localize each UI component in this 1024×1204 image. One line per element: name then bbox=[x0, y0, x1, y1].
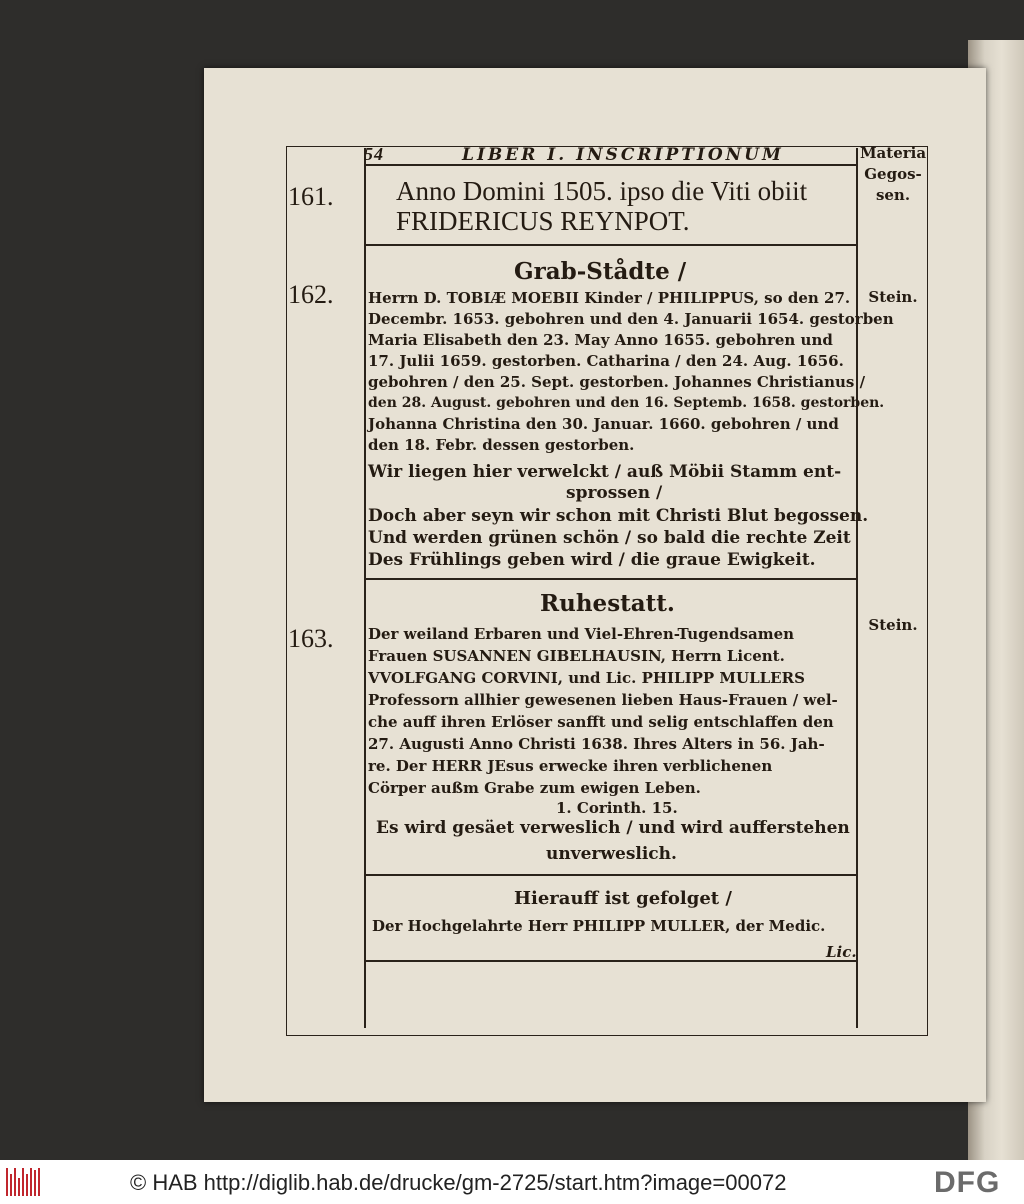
entry-162-line-3: Maria Elisabeth den 23. May Anno 1655. gebohren und bbox=[368, 331, 833, 349]
entry-164-heading: Hierauff ist gefolget / bbox=[514, 888, 732, 909]
entry-163-line-3: VVOLFGANG CORVINI, und Lic. PHILIPP MULLERS bbox=[368, 669, 805, 687]
catchword: Lic. bbox=[826, 943, 857, 961]
entry-163-line-5: che auff ihren Erlöser sanfft und selig entschlaffen den bbox=[368, 713, 834, 731]
running-title: LIBER I. INSCRIPTIONUM bbox=[462, 145, 784, 165]
entry-162-line-8: den 18. Febr. dessen gestorben. bbox=[368, 436, 635, 454]
entry-162-verse-4: Und werden grünen schön / so bald die rechte Zeit bbox=[368, 528, 851, 548]
entry-163-line-1: Der weiland Erbaren und Viel-Ehren-Tugendsamen bbox=[368, 625, 795, 643]
entry-163-verse-1: Es wird gesäet verweslich / und wird aufferstehen bbox=[376, 818, 850, 838]
text-column-left-rule bbox=[364, 148, 366, 1028]
entry-163-line-7: re. Der HERR JEsus erwecke ihren verblichenen bbox=[368, 757, 773, 775]
entry-162-line-4: 17. Julii 1659. gestorben. Catharina / den 24. Aug. 1656. bbox=[368, 352, 844, 370]
text-column-right-rule bbox=[856, 148, 858, 1028]
entry-163-verse-2: unverweslich. bbox=[546, 844, 677, 864]
entry-162-heading: Grab-Stådte / bbox=[514, 258, 687, 285]
margin-note-line-1: Materia bbox=[859, 144, 927, 162]
footer-bar bbox=[0, 1160, 1024, 1204]
copyright-caption: © HAB http://diglib.hab.de/drucke/gm-2725/start.htm?image=00072 bbox=[130, 1170, 787, 1195]
entry-161-line-2: FRIDERICUS REYNPOT. bbox=[396, 206, 690, 236]
rule-after-162 bbox=[364, 578, 856, 580]
entry-162-verse-2: sprossen / bbox=[566, 483, 663, 503]
entry-number-161: 161. bbox=[288, 182, 334, 211]
dfg-logo: DFG bbox=[934, 1166, 1001, 1199]
entry-162-line-6: den 28. August. gebohren und den 16. Septemb. 1658. gestorben. bbox=[368, 395, 885, 411]
entry-163-citation: 1. Corinth. 15. bbox=[556, 799, 678, 817]
entry-162-margin: Stein. bbox=[868, 288, 918, 306]
entry-162-verse-5: Des Frühlings geben wird / die graue Ewigkeit. bbox=[368, 550, 816, 570]
rule-after-163 bbox=[364, 874, 856, 876]
entry-163-heading: Ruhestatt. bbox=[540, 590, 675, 617]
entry-162-line-1: Herrn D. TOBIÆ MOEBII Kinder / PHILIPPUS, so den 27. bbox=[368, 289, 851, 307]
entry-162-verse-1: Wir liegen hier verwelckt / auß Möbii Stamm ent- bbox=[368, 462, 842, 482]
entry-number-162: 162. bbox=[288, 280, 334, 309]
bottom-rule bbox=[364, 960, 856, 962]
margin-note-line-2: Gegos- bbox=[864, 165, 922, 183]
entry-163-line-8: Cörper außm Grabe zum ewigen Leben. bbox=[368, 779, 701, 797]
entry-162-line-2: Decembr. 1653. gebohren und den 4. Januarii 1654. gestorben bbox=[368, 310, 894, 328]
entry-163-line-4: Professorn allhier gewesenen lieben Haus-Frauen / wel- bbox=[368, 691, 838, 709]
book-page bbox=[204, 68, 986, 1102]
margin-note-line-3: sen. bbox=[875, 186, 911, 204]
entry-163-margin: Stein. bbox=[868, 616, 918, 634]
entry-163-line-2: Frauen SUSANNEN GIBELHAUSIN, Herrn Licent. bbox=[368, 647, 785, 665]
entry-162-line-7: Johanna Christina den 30. Januar. 1660. gebohren / und bbox=[368, 415, 839, 433]
hab-logo-icon bbox=[6, 1168, 46, 1196]
entry-number-163: 163. bbox=[288, 624, 334, 653]
entry-162-line-5: gebohren / den 25. Sept. gestorben. Johannes Christianus / bbox=[368, 373, 866, 391]
entry-164-line: Der Hochgelahrte Herr PHILIPP MULLER, der Medic. bbox=[372, 917, 826, 935]
page-number: 54 bbox=[364, 144, 384, 164]
rule-after-161 bbox=[364, 244, 856, 246]
entry-162-verse-3: Doch aber seyn wir schon mit Christi Blut begossen. bbox=[368, 506, 869, 526]
entry-161-line-1: Anno Domini 1505. ipso die Viti obiit bbox=[396, 176, 808, 206]
entry-163-line-6: 27. Augusti Anno Christi 1638. Ihres Alters in 56. Jah- bbox=[368, 735, 825, 753]
